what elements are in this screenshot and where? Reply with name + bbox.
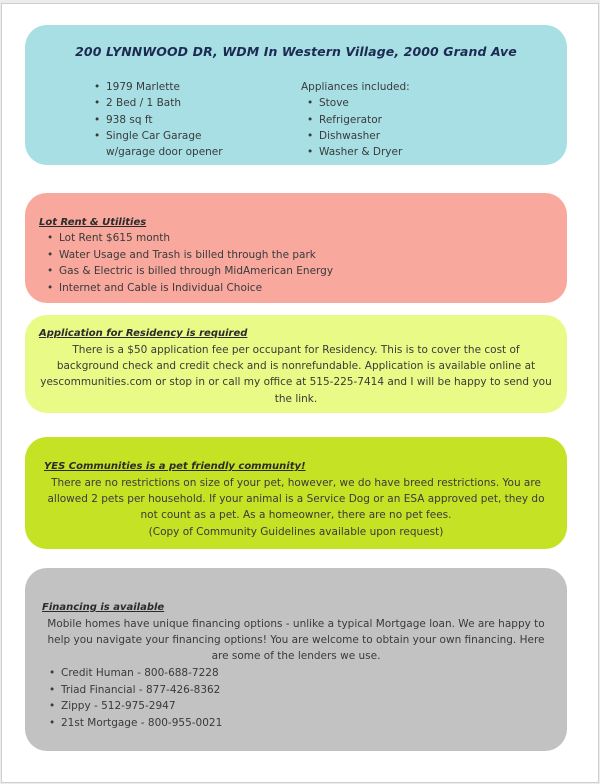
lot-rent-item: • Lot Rent $615 month [45,230,333,247]
appliances-list [301,79,410,160]
lender-item: • Triad Financial - 877-426-8362 [47,682,222,699]
text-line: Mobile homes have unique financing options - unlike a typical Mortgage loan. We are happy to [47,618,545,630]
text-line: yescommunities.com or stop in or call my office at 515-225-7414 and I will be happy to send you [40,376,552,389]
feature-item: • 1979 Marlette [94,79,223,95]
text-line: help you navigate your financing options! You are welcome to obtain your own financing. Here [47,634,545,647]
text-line: There is a $50 application fee per occupant for Residency. This is to cover the cost of [72,344,520,356]
lender-item: • 21st Mortgage - 800-955-0021 [47,715,222,732]
text-line: are some of the lenders we use. [211,650,381,663]
text-line: There are no restrictions on size of your pet, however, we do have breed restrictions. You are [51,477,541,489]
financing-card [25,568,567,751]
lot-rent-item: • Internet and Cable is Individual Choice [45,280,333,297]
application-text [31,342,561,407]
feature-item: • 938 sq ft [94,112,223,128]
financing-heading: Financing is available [42,602,165,613]
lot-rent-heading: Lot Rent & Utilities [39,217,147,228]
features-list [94,79,223,160]
lot-rent-item: • Gas & Electric is billed through MidAmerican Energy [45,263,333,280]
property-card [25,25,567,165]
lot-rent-item: • Water Usage and Trash is billed through the park [45,247,333,264]
appliance-item: • Stove [307,95,410,111]
feature-item: • 2 Bed / 1 Bath [94,95,223,111]
appliances-heading: Appliances included: [301,81,410,93]
application-heading: Application for Residency is required [39,328,248,339]
flyer-page [1,3,599,783]
pets-text [31,475,561,540]
lot-rent-list [45,230,333,296]
lender-item: • Credit Human - 800-688-7228 [47,665,222,682]
property-address-title: 200 LYNNWOOD DR, WDM In Western Village, 2000 Grand Ave [75,44,517,59]
pets-heading: YES Communities is a pet friendly community! [44,461,306,472]
lender-item: • Zippy - 512-975-2947 [47,698,222,715]
text-line: the link. [274,392,318,405]
text-line: not count as a pet. As a homeowner, there are no pet fees. [140,509,452,522]
lot-rent-card [25,193,567,303]
appliance-item: • Refrigerator [307,112,410,128]
text-line: allowed 2 pets per household. If your animal is a Service Dog or an ESA approved pet, they do [47,493,545,506]
appliance-item: • Dishwasher [307,128,410,144]
appliance-item: • Washer & Dryer [307,144,410,160]
lenders-list [47,665,222,731]
text-line: (Copy of Community Guidelines available upon request) [148,525,444,538]
pets-card [25,437,567,549]
feature-item: • Single Car Garage [94,128,223,144]
feature-item-continuation: w/garage door opener [106,146,223,159]
text-line: background check and credit check and is nonrefundable. Application is available online at [56,360,536,373]
application-card [25,315,567,413]
financing-text [31,616,561,665]
